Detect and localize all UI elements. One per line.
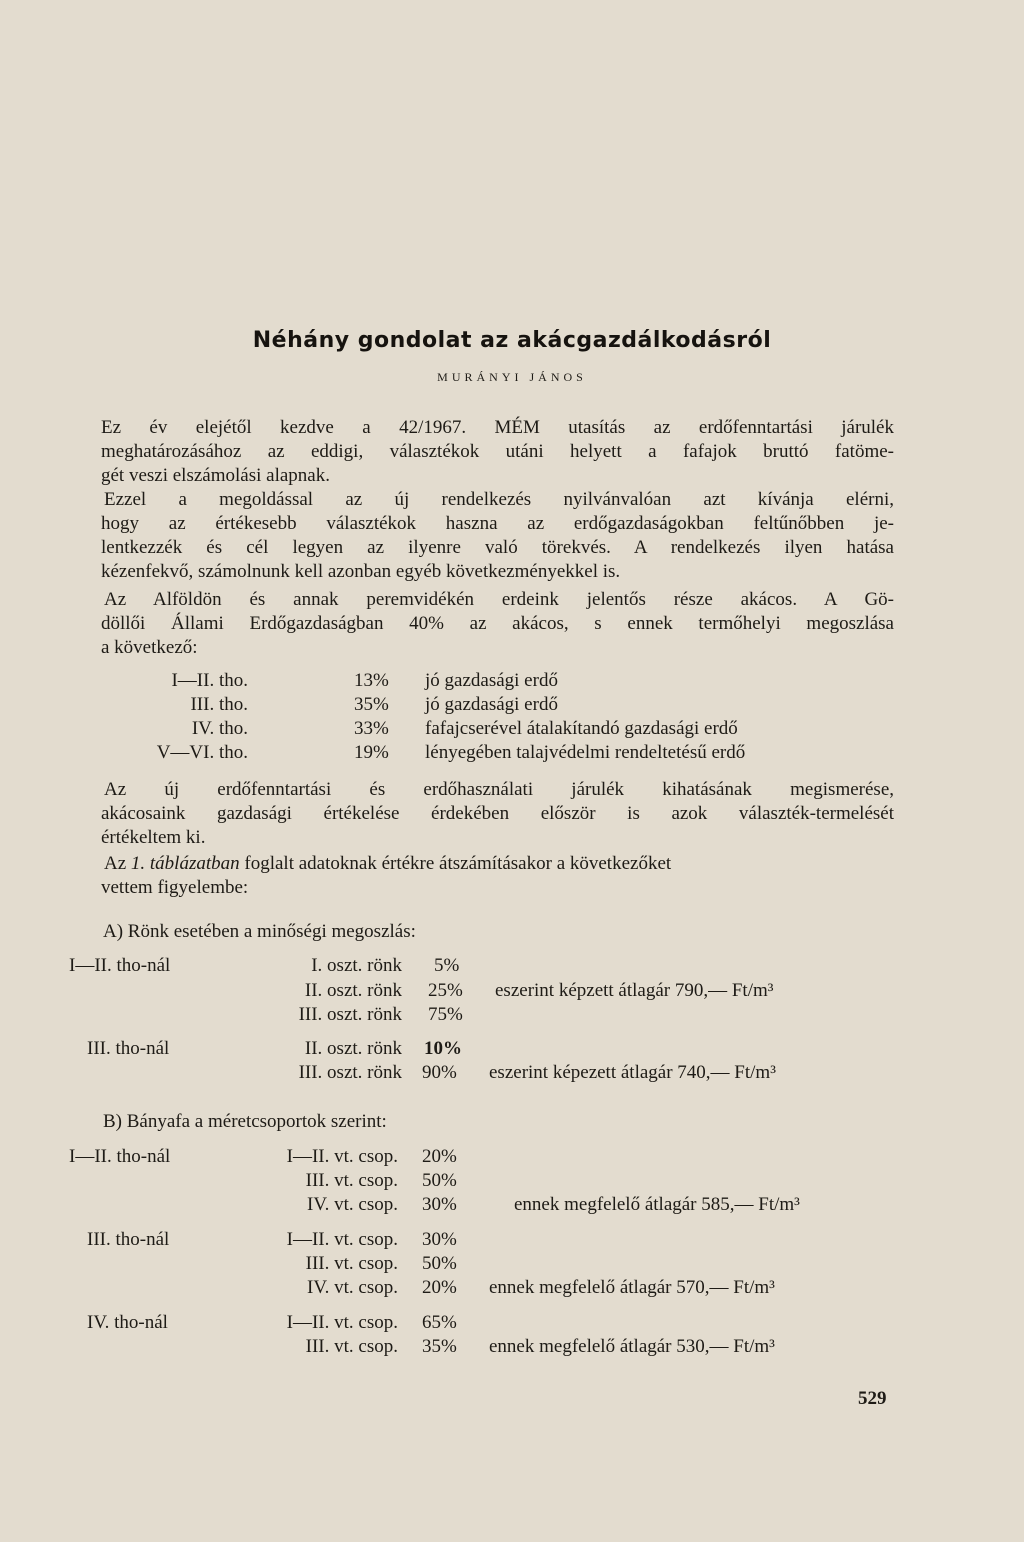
site-class: V—VI. tho. [156,742,248,763]
grade-percent: 90% [422,1062,457,1083]
price-note: eszerint képezett átlagár 740,— Ft/m³ [489,1062,776,1083]
text-line: hogy az értékesebb választékok haszna az erdőgazdaságokban feltűnőbben je- [101,513,894,534]
text-line: Ez év elejétől kezdve a 42/1967. MÉM utasítás az erdőfenntartási járulék [101,417,894,438]
text-line: akácosaink gazdasági értékelése érdekében először is azok választék-termelését [101,803,894,824]
grade-label: III. vt. csop. [305,1170,398,1191]
grade-percent: 30% [422,1229,457,1250]
site-percent: 19% [354,742,389,763]
site-percent: 35% [354,694,389,715]
grade-percent: 10% [424,1038,462,1059]
site-percent: 13% [354,670,389,691]
text-line: Ezzel a megoldással az új rendelkezés nyilvánvalóan azt kívánja elérni, [104,489,894,510]
text-line: vettem figyelembe: [101,877,249,898]
price-note: ennek megfelelő átlagár 585,— Ft/m³ [514,1194,800,1215]
text-line: lentkezzék és cél legyen az ilyenre való törekvés. A rendelkezés ilyen hatása [101,537,894,558]
grade-percent: 20% [422,1277,457,1298]
price-note: eszerint képzett átlagár 790,— Ft/m³ [495,980,774,1001]
grade-label: IV. vt. csop. [307,1194,398,1215]
site-description: lényegében talajvédelmi rendeltetésű erdő [425,742,746,763]
text-line: kézenfekvő, számolnunk kell azonban egyéb következményekkel is. [101,561,621,582]
article-author: MURÁNYI JÁNOS [437,370,587,384]
text-run: Az [104,853,131,874]
site-percent: 33% [354,718,389,739]
text-line: meghatározásához az eddigi, választékok utáni helyett a fafajok bruttó fatöme- [101,441,894,462]
price-note: ennek megfelelő átlagár 570,— Ft/m³ [489,1277,775,1298]
grade-label: III. vt. csop. [305,1336,398,1357]
grade-label: IV. vt. csop. [307,1277,398,1298]
grade-label: I—II. vt. csop. [286,1146,398,1167]
grade-label: III. oszt. rönk [298,1004,402,1025]
site-label: I—II. tho-nál [69,955,171,976]
grade-percent: 50% [422,1170,457,1191]
page-number: 529 [858,1388,887,1409]
grade-label: I—II. vt. csop. [286,1312,398,1333]
grade-percent: 30% [422,1194,457,1215]
grade-label: I. oszt. rönk [311,955,402,976]
text-line: értékeltem ki. [101,827,206,848]
section-a-heading: A) Rönk esetében a minőségi megoszlás: [103,921,416,942]
site-class: IV. tho. [191,718,248,739]
text-line: gét veszi elszámolási alapnak. [101,465,330,486]
grade-percent: 35% [422,1336,457,1357]
site-class: III. tho. [190,694,248,715]
site-label: III. tho-nál [87,1229,170,1250]
price-note: ennek megfelelő átlagár 530,— Ft/m³ [489,1336,775,1357]
grade-label: III. oszt. rönk [298,1062,402,1083]
section-b-heading: B) Bányafa a méretcsoportok szerint: [103,1111,387,1132]
grade-percent: 20% [422,1146,457,1167]
site-label: III. tho-nál [87,1038,170,1059]
grade-label: I—II. vt. csop. [286,1229,398,1250]
site-description: jó gazdasági erdő [425,694,558,715]
text-line: döllői Állami Erdőgazdaságban 40% az akácos, s ennek termőhelyi megoszlása [101,613,894,634]
grade-percent: 25% [428,980,463,1001]
text-line: Az Alföldön és annak peremvidékén erdeink jelentős része akácos. A Gö- [104,589,894,610]
text-run: foglalt adatoknak értékre átszámításakor a következőket [239,853,672,874]
table-reference: 1. táblázatban [130,853,240,874]
grade-percent: 50% [422,1253,457,1274]
site-label: I—II. tho-nál [69,1146,171,1167]
text-line: a következő: [101,637,198,658]
grade-percent: 5% [434,955,460,976]
text-line [104,852,671,875]
grade-label: III. vt. csop. [305,1253,398,1274]
site-label: IV. tho-nál [87,1312,168,1333]
site-class: I—II. tho. [171,670,248,691]
site-description: jó gazdasági erdő [425,670,558,691]
grade-label: II. oszt. rönk [304,1038,402,1059]
grade-percent: 75% [428,1004,463,1025]
grade-percent: 65% [422,1312,457,1333]
text-line: Az új erdőfenntartási és erdőhasználati járulék kihatásának megismerése, [104,779,894,800]
grade-label: II. oszt. rönk [304,980,402,1001]
article-title: Néhány gondolat az akácgazdálkodásról [252,328,772,353]
site-description: fafajcserével átalakítandó gazdasági erdő [425,718,738,739]
